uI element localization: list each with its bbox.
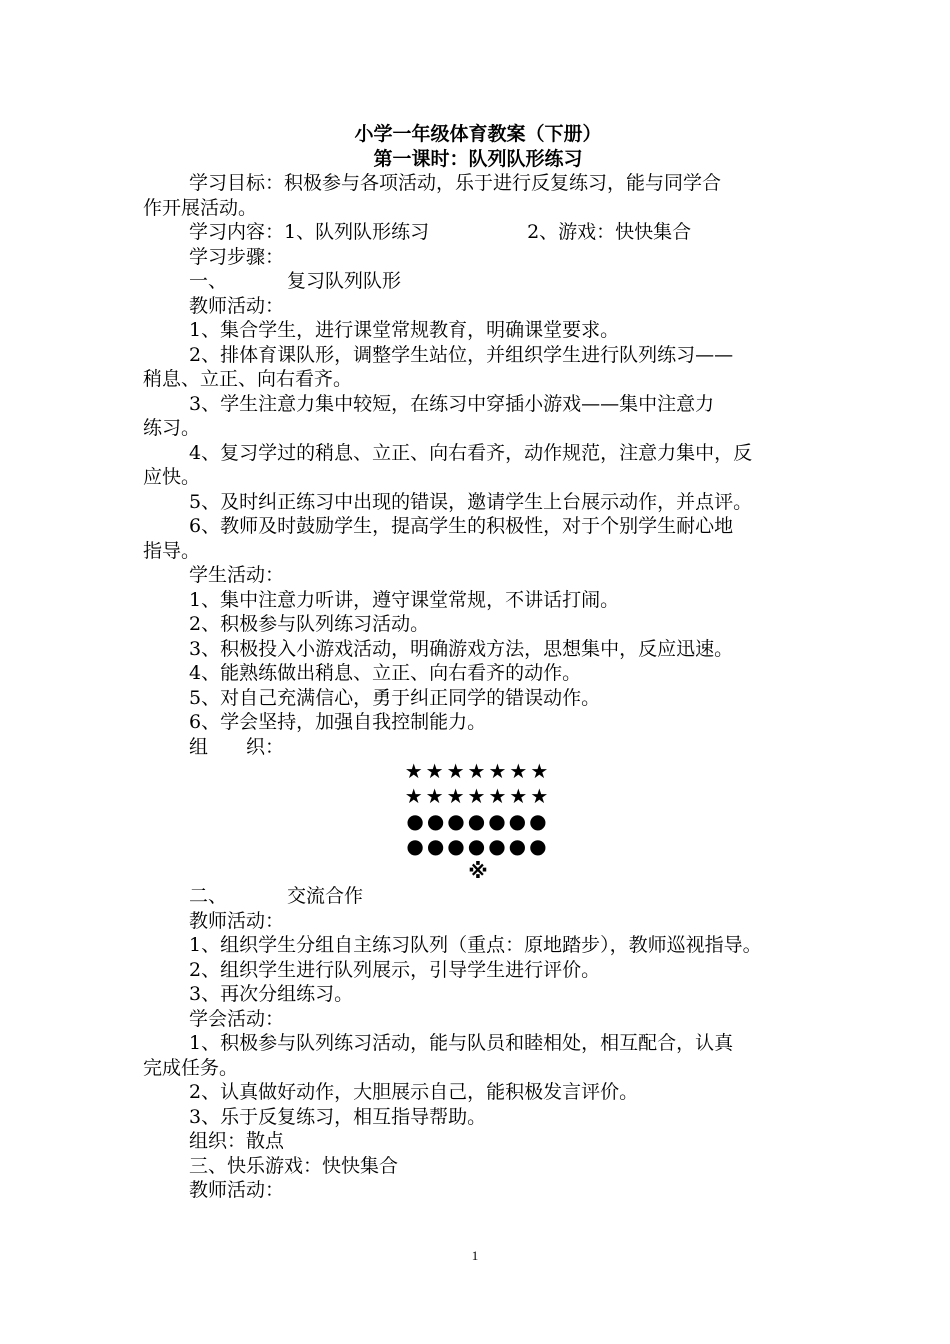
section-2-title: 交流合作 bbox=[287, 885, 364, 907]
page-number: 1 bbox=[471, 1248, 479, 1263]
teacher2-item-3: 3、再次分组练习。 bbox=[189, 983, 354, 1005]
formation-row-dots-2: ●●●●●●● bbox=[406, 834, 550, 858]
teacher-item-1: 1、集合学生，进行课堂常规教育，明确课堂要求。 bbox=[189, 319, 620, 341]
teacher-activity-heading: 教师活动： bbox=[189, 294, 285, 317]
steps-heading: 学习步骤： bbox=[189, 245, 285, 268]
formation-row-stars-2: ★★★★★★★ bbox=[404, 784, 552, 808]
section-1-title: 复习队列队形 bbox=[287, 270, 402, 292]
organization-label-a: 组 bbox=[189, 735, 209, 758]
document-body bbox=[143, 122, 813, 1203]
student-item-3: 3、积极投入小游戏活动，明确游戏方法，思想集中，反应迅速。 bbox=[189, 637, 734, 660]
teacher-item-4-cont: 应快。 bbox=[143, 466, 201, 488]
teacher-activity-heading-2: 教师活动： bbox=[189, 909, 285, 932]
content-item-1: 学习内容：1、队列队形练习 bbox=[189, 221, 430, 243]
teacher-item-6: 6、教师及时鼓励学生，提高学生的积极性，对于个别学生耐心地 bbox=[189, 515, 734, 537]
student-item-2: 2、积极参与队列练习活动。 bbox=[189, 613, 430, 635]
content-item-2: 2、游戏：快快集合 bbox=[527, 221, 692, 243]
section-2-heading bbox=[143, 884, 813, 909]
section-1-heading bbox=[143, 269, 813, 294]
teacher-item-5: 5、及时纠正练习中出现的错误，邀请学生上台展示动作，并点评。 bbox=[189, 490, 753, 513]
formation-diagram bbox=[143, 759, 813, 884]
document-title: 小学一年级体育教案（下册） bbox=[354, 123, 602, 145]
formation-row-dots-1: ●●●●●●● bbox=[406, 809, 550, 833]
organization-label-b: 织： bbox=[246, 735, 285, 758]
teacher2-item-1: 1、组织学生分组自主练习队列（重点：原地踏步），教师巡视指导。 bbox=[189, 934, 762, 956]
content-line bbox=[143, 220, 813, 245]
section-2-number: 二、 bbox=[189, 885, 228, 907]
teacher-activity-heading-3: 教师活动： bbox=[189, 1179, 285, 1201]
teacher-item-6-cont: 指导。 bbox=[143, 539, 201, 562]
student-item-1: 1、集中注意力听讲，遵守课堂常规，不讲话打闹。 bbox=[189, 588, 620, 611]
student-item-4: 4、能熟练做出稍息、立正、向右看齐的动作。 bbox=[189, 662, 582, 684]
student-item-5: 5、对自己充满信心，勇于纠正同学的错误动作。 bbox=[189, 686, 601, 709]
organization-2: 组织：散点 bbox=[189, 1130, 285, 1152]
student2-item-3: 3、乐于反复练习，相互指导帮助。 bbox=[189, 1105, 487, 1128]
student-activity-heading-2: 学会活动： bbox=[189, 1007, 285, 1030]
teacher-item-2: 2、排体育课队形，调整学生站位，并组织学生进行队列练习—— bbox=[189, 343, 734, 366]
teacher-item-3-cont: 练习。 bbox=[143, 417, 201, 439]
section-3-heading: 三、快乐游戏：快快集合 bbox=[189, 1154, 399, 1177]
formation-row-stars-1: ★★★★★★★ bbox=[404, 759, 552, 783]
student-item-6: 6、学会坚持，加强自我控制能力。 bbox=[189, 711, 487, 733]
teacher2-item-2: 2、组织学生进行队列展示，引导学生进行评价。 bbox=[189, 958, 601, 981]
student2-item-1: 1、积极参与队列练习活动，能与队员和睦相处，相互配合，认真 bbox=[189, 1032, 734, 1054]
student2-item-2: 2、认真做好动作，大胆展示自己，能积极发言评价。 bbox=[189, 1081, 639, 1103]
lesson-subtitle: 第一课时：队列队形练习 bbox=[373, 147, 583, 170]
section-1-number: 一、 bbox=[189, 270, 228, 292]
teacher-position-mark: ※ bbox=[468, 859, 488, 883]
student-activity-heading: 学生活动： bbox=[189, 564, 285, 586]
teacher-item-2-cont: 稍息、立正、向右看齐。 bbox=[143, 368, 353, 390]
student2-item-1-cont: 完成任务。 bbox=[143, 1056, 239, 1079]
goal-line: 学习目标：积极参与各项活动，乐于进行反复练习，能与同学合 bbox=[189, 172, 722, 194]
teacher-item-3: 3、学生注意力集中较短，在练习中穿插小游戏——集中注意力 bbox=[189, 392, 715, 415]
goal-line-cont: 作开展活动。 bbox=[143, 196, 258, 219]
teacher-item-4: 4、复习学过的稍息、立正、向右看齐，动作规范，注意力集中，反 bbox=[189, 441, 753, 464]
organization-label bbox=[143, 735, 813, 760]
